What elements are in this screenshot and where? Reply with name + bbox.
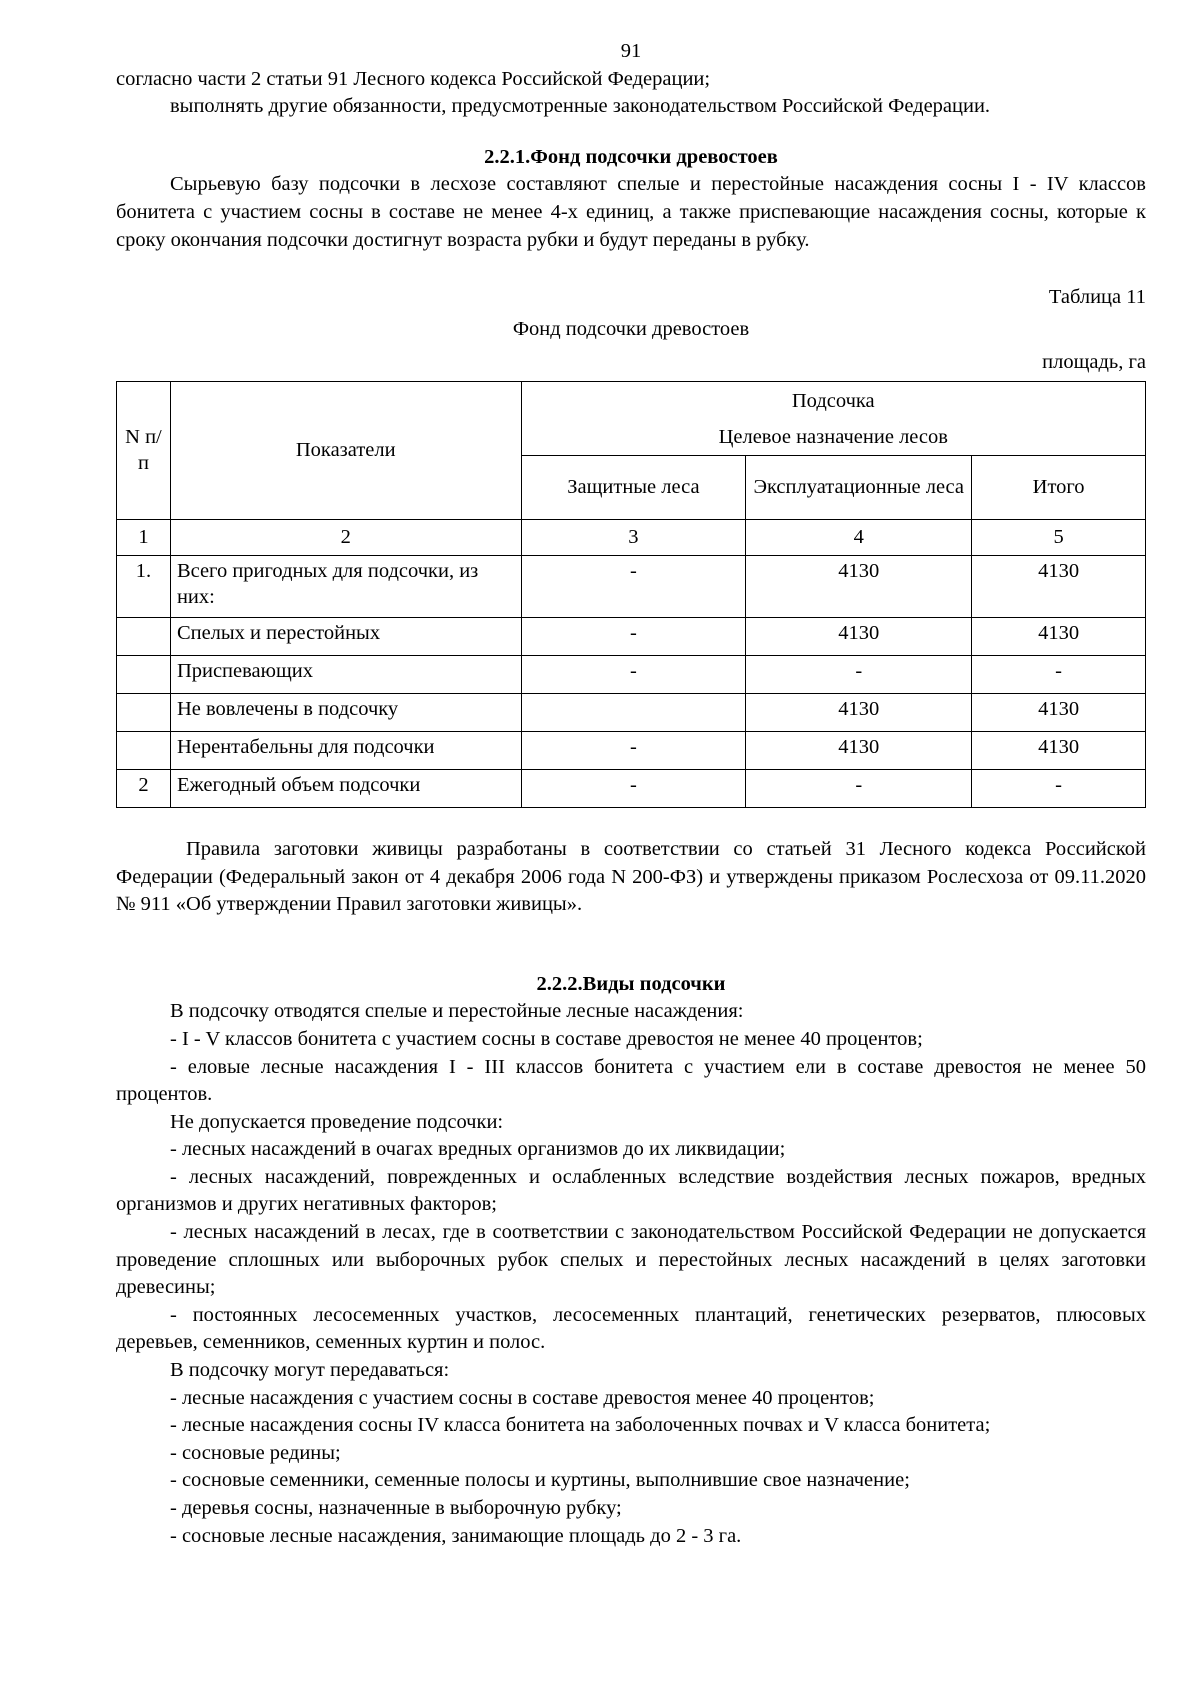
types-line: - лесные насаждения сосны IV класса бонитета на заболоченных почвах и V класса бонитета;	[170, 1414, 991, 1437]
table-label: Таблица 11	[1048, 286, 1146, 309]
row-total: 4130	[972, 555, 1146, 617]
types-line: - еловые лесные насаждения I - III классов бонитета с участием ели в составе древостоя не менее 50 процентов.	[116, 1055, 1146, 1106]
types-line: Не допускается проведение подсочки:	[170, 1110, 504, 1133]
table-row	[117, 693, 1146, 731]
row-exploit: 4130	[746, 693, 972, 731]
document-page	[116, 38, 1146, 1550]
row-exploit: 4130	[746, 731, 972, 769]
header-protective: Защитные леса	[521, 455, 746, 519]
row-total: 4130	[972, 731, 1146, 769]
types-line: - лесных насаждений в лесах, где в соответствии с законодательством Российской Федерации не допускается проведение сплошных или выборочных рубок спелых и перестойных лесных насаждений в целях заготовки древесины;	[116, 1221, 1146, 1299]
types-line: - постоянных лесосеменных участков, лесосеменных плантаций, генетических резерватов, плюсовых деревьев, семенников, семенных куртин и полос.	[116, 1303, 1146, 1354]
row-total: 4130	[972, 617, 1146, 655]
table-row	[117, 617, 1146, 655]
header-num: N п/п	[117, 381, 171, 519]
section-heading-types: 2.2.2.Виды подсочки	[536, 972, 726, 995]
row-num	[117, 617, 171, 655]
header-group-top: Подсочка	[791, 389, 875, 412]
row-name: Всего пригодных для подсочки, из них:	[170, 555, 521, 617]
col-number: 4	[746, 519, 972, 555]
table-row	[117, 555, 1146, 617]
col-number: 3	[521, 519, 746, 555]
row-num: 1.	[117, 555, 171, 617]
table-title: Фонд подсочки древостоев	[512, 317, 750, 340]
row-protective: -	[521, 655, 746, 693]
header-indicators: Показатели	[170, 381, 521, 519]
row-name: Нерентабельны для подсочки	[170, 731, 521, 769]
row-total: -	[972, 769, 1146, 807]
row-name: Ежегодный объем подсочки	[170, 769, 521, 807]
types-line: - I - V классов бонитета с участием сосны в составе древостоя не менее 40 процентов;	[170, 1027, 923, 1050]
row-exploit: -	[746, 655, 972, 693]
row-name: Не вовлечены в подсочку	[170, 693, 521, 731]
table-row	[117, 655, 1146, 693]
types-line: - сосновые семенники, семенные полосы и куртины, выполнившие свое назначение;	[170, 1469, 910, 1492]
types-line: В подсочку отводятся спелые и перестойные лесные насаждения:	[170, 1000, 744, 1023]
types-line: В подсочку могут передаваться:	[170, 1359, 450, 1382]
header-group	[521, 381, 1145, 455]
row-exploit: 4130	[746, 617, 972, 655]
header-group-sub: Целевое назначение лесов	[718, 425, 948, 448]
row-protective: -	[521, 555, 746, 617]
fund-table	[116, 381, 1146, 808]
row-num	[117, 731, 171, 769]
row-num: 2	[117, 769, 171, 807]
intro-line-2: выполнять другие обязанности, предусмотренные законодательством Российской Федерации.	[170, 95, 991, 118]
col-number: 2	[170, 519, 521, 555]
types-line: - сосновые редины;	[170, 1441, 341, 1464]
intro-line-1: согласно части 2 статьи 91 Лесного кодекса Российской Федерации;	[116, 67, 711, 90]
table-row	[117, 769, 1146, 807]
row-protective	[521, 693, 746, 731]
types-line: - деревья сосны, назначенные в выборочную рубку;	[170, 1497, 622, 1519]
row-protective: -	[521, 617, 746, 655]
table-row	[117, 731, 1146, 769]
rules-paragraph: Правила заготовки живицы разработаны в соответствии со статьей 31 Лесного кодекса Российской Федерации (Федеральный закон от 4 декабря 2006 года N 200-ФЗ) и утверждены приказом Рослесхоза от 09.11.2020 № 911 «Об утверждении Правил заготовки живицы».	[116, 837, 1146, 916]
row-name: Приспевающих	[170, 655, 521, 693]
row-num	[117, 655, 171, 693]
section-heading-fund: 2.2.1.Фонд подсочки древостоев	[484, 145, 778, 168]
types-line: - лесных насаждений в очагах вредных организмов до их ликвидации;	[170, 1138, 786, 1161]
types-line: - лесные насаждения с участием сосны в составе древостоя менее 40 процентов;	[170, 1386, 875, 1409]
types-line: - лесных насаждений, поврежденных и ослабленных вследствие воздействия лесных пожаров, вредных организмов и других негативных факторов;	[116, 1165, 1146, 1216]
table-unit: площадь, га	[1042, 351, 1146, 374]
row-exploit: 4130	[746, 555, 972, 617]
row-protective: -	[521, 769, 746, 807]
row-protective: -	[521, 731, 746, 769]
row-num	[117, 693, 171, 731]
header-exploit: Эксплуатационные леса	[746, 455, 972, 519]
types-line: - сосновые лесные насаждения, занимающие площадь до 2 - 3 га.	[170, 1524, 742, 1547]
row-name: Спелых и перестойных	[170, 617, 521, 655]
col-number: 5	[972, 519, 1146, 555]
row-total: -	[972, 655, 1146, 693]
row-total: 4130	[972, 693, 1146, 731]
row-exploit: -	[746, 769, 972, 807]
page-number: 91	[620, 40, 642, 62]
col-number: 1	[117, 519, 171, 555]
header-total: Итого	[972, 455, 1146, 519]
section-fund-paragraph: Сырьевую базу подсочки в лесхозе составляют спелые и перестойные насаждения сосны I - IV классов бонитета с участием сосны в составе не менее 4-х единиц, а также приспевающие насаждения сосны, которые к сроку окончания подсочки достигнут возраста рубки и будут переданы в рубку.	[116, 173, 1146, 251]
